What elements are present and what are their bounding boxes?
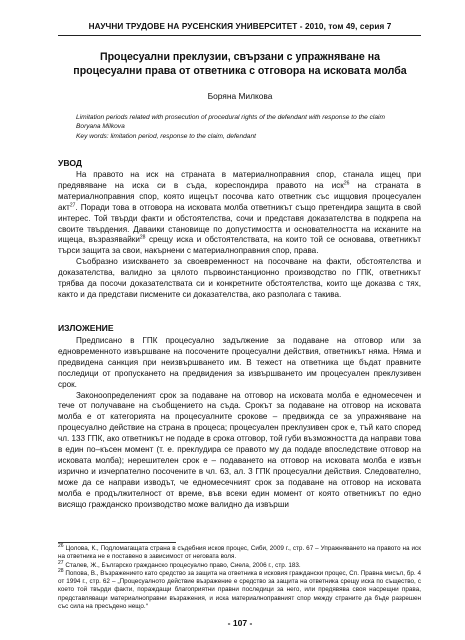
footnote-26 [58, 542, 421, 562]
english-abstract [58, 113, 421, 141]
intro-paragraph-1 [58, 170, 421, 257]
abstract-text: Limitation periods related with prosecution of procedural rights of the defendant with response to the claim [76, 114, 385, 121]
footnote-text: Сталев, Ж., Българско гражданско процесуално право, Сиела, 2006 г., стр. 183. [65, 561, 301, 569]
intro-p1-part-b: на страната в материалноправния спор, която ищецът посочва като ответник със ищцовия процесуален акт [58, 180, 421, 212]
body-paragraph-1: Предписано в ГПК процесуално задължение за подаване на отговор или за едновременното извършване на посочените процесуални действия, ответникът няма. Няма и предвидена санкция при неизвършването им. В тежест на ответника ще бъдат правните последици от пропускането на предвидения за извършването им процесуален преклузивен срок. [58, 336, 421, 389]
intro-p1-part-c: . Поради това в отговора на исковата молба ответникът също претендира защита в свой интерес. Той твърди факти и обстоятелства, сочи и представя доказателства в подкрепа на своите твърдения. Даваики становище по допустимостта и основателността на исканите на ищеца, възразявайки [58, 202, 421, 245]
body-section [58, 336, 421, 511]
author-name: Боряна Милкова [207, 91, 273, 101]
footnotes [58, 542, 421, 611]
footnote-number: 26 [58, 542, 64, 549]
intro-heading: УВОД [58, 158, 83, 168]
intro-section [58, 170, 421, 301]
footnote-27 [58, 559, 421, 570]
footnote-number: 28 [58, 567, 64, 574]
header-rule [58, 35, 421, 36]
footnote-ref-28: 28 [139, 234, 146, 241]
footnote-28 [58, 567, 421, 611]
abstract-keywords: Key words: limitation period, response to the claim, defendant [76, 132, 256, 140]
body-paragraph-2: Законоопределеният срок за подаване на отговор на исковата молба е едномесечен и тече от получаване на съобщението на съда. Срокът за подаване на отговор на исковата молба е от категорията на процесуалните срокове – предвижда се за упражняване на процесуално действие на страна в процеса; процесуален преклузивен срок е, тъй като според чл. 133 ГПК, ако ответникът не подаде в срока отговор, той губи възможността да направи това в един по–късен момент (т. е. преклудира се правото му да подаде впоследствие отговор на исковата молба); нерешителен срок е – подаването на отговор на исковата молба е извън изричнo и изчерпателно посочените в чл. 63, ал. 3 ГПК процесуални действия. Следователно, може да се направи изводът, че едномесечният срок за подаване на отговор на исковата молба е продължителност от време, във всеки един момент от която ответникът по едно висящо гражданско производство може валидно да извърши [58, 390, 421, 509]
page-number: - 107 - [227, 618, 253, 628]
body-heading: ИЗЛОЖЕНИЕ [58, 323, 114, 333]
running-header: НАУЧНИ ТРУДОВЕ НА РУСЕНСКИЯ УНИВЕРСИТЕТ - 2010, том 49, серия 7 [88, 22, 392, 31]
footnote-text: Цолова, К., Подломагащата страна в съдебния исков процес, Сиби, 2009 г., стр. 67 – Упражняването на правото на иск на ответника не е поставено в зависимост от неговата воля. [58, 545, 421, 561]
paper-title: Процесуални преклузии, свързани с упражняване на процесуални права от ответника с отговора на исковата молба [73, 51, 407, 77]
footnote-ref-27: 27 [69, 202, 76, 208]
intro-paragraph-2: Съобразно изискването за своевременност на посочване на факти, обстоятелства и доказателства, валидно за цялото първоинстанционно производство по ГПК, ответникът трябва да посочи доказателствата си и конкретните обстоятелства, които ще доказва с тях, както и да представи писмените си доказателства, ако разполага с такива. [58, 257, 421, 299]
footnote-separator [58, 542, 176, 543]
intro-p1-part-a: На правото на иск на страната в материалноправния спор, станала ищец при предявяване на иска си в съда, кореспондира правото на иск [58, 170, 421, 190]
abstract-author: Boryana Milkova [76, 123, 125, 131]
footnote-text: Попова, В., Възражението като средство за защита на ответника в исковия граждански процес, Сп. Правна мисъл, бр. 4 от 1994 г., стр. 62 – „Процесуалното действие възражение е средство за защита на ответника срещу иска по същество, с което той твърди факти, пораждащи благоприятни правни последици за него, или предявява своя насрещни права, представляващи материалноправни възражения, и иска материалноправният спор между страните да бъде разрешен със сила на пресъдено нещо.“ [58, 569, 421, 611]
intro-p1-part-d: срещу иска и обстоятелствата, на които той се основава, ответникът търси защита за свои, накърнени с материалноправния спор, права. [58, 235, 421, 256]
footnote-ref-26: 26 [343, 180, 350, 187]
footnote-number: 27 [58, 559, 64, 566]
